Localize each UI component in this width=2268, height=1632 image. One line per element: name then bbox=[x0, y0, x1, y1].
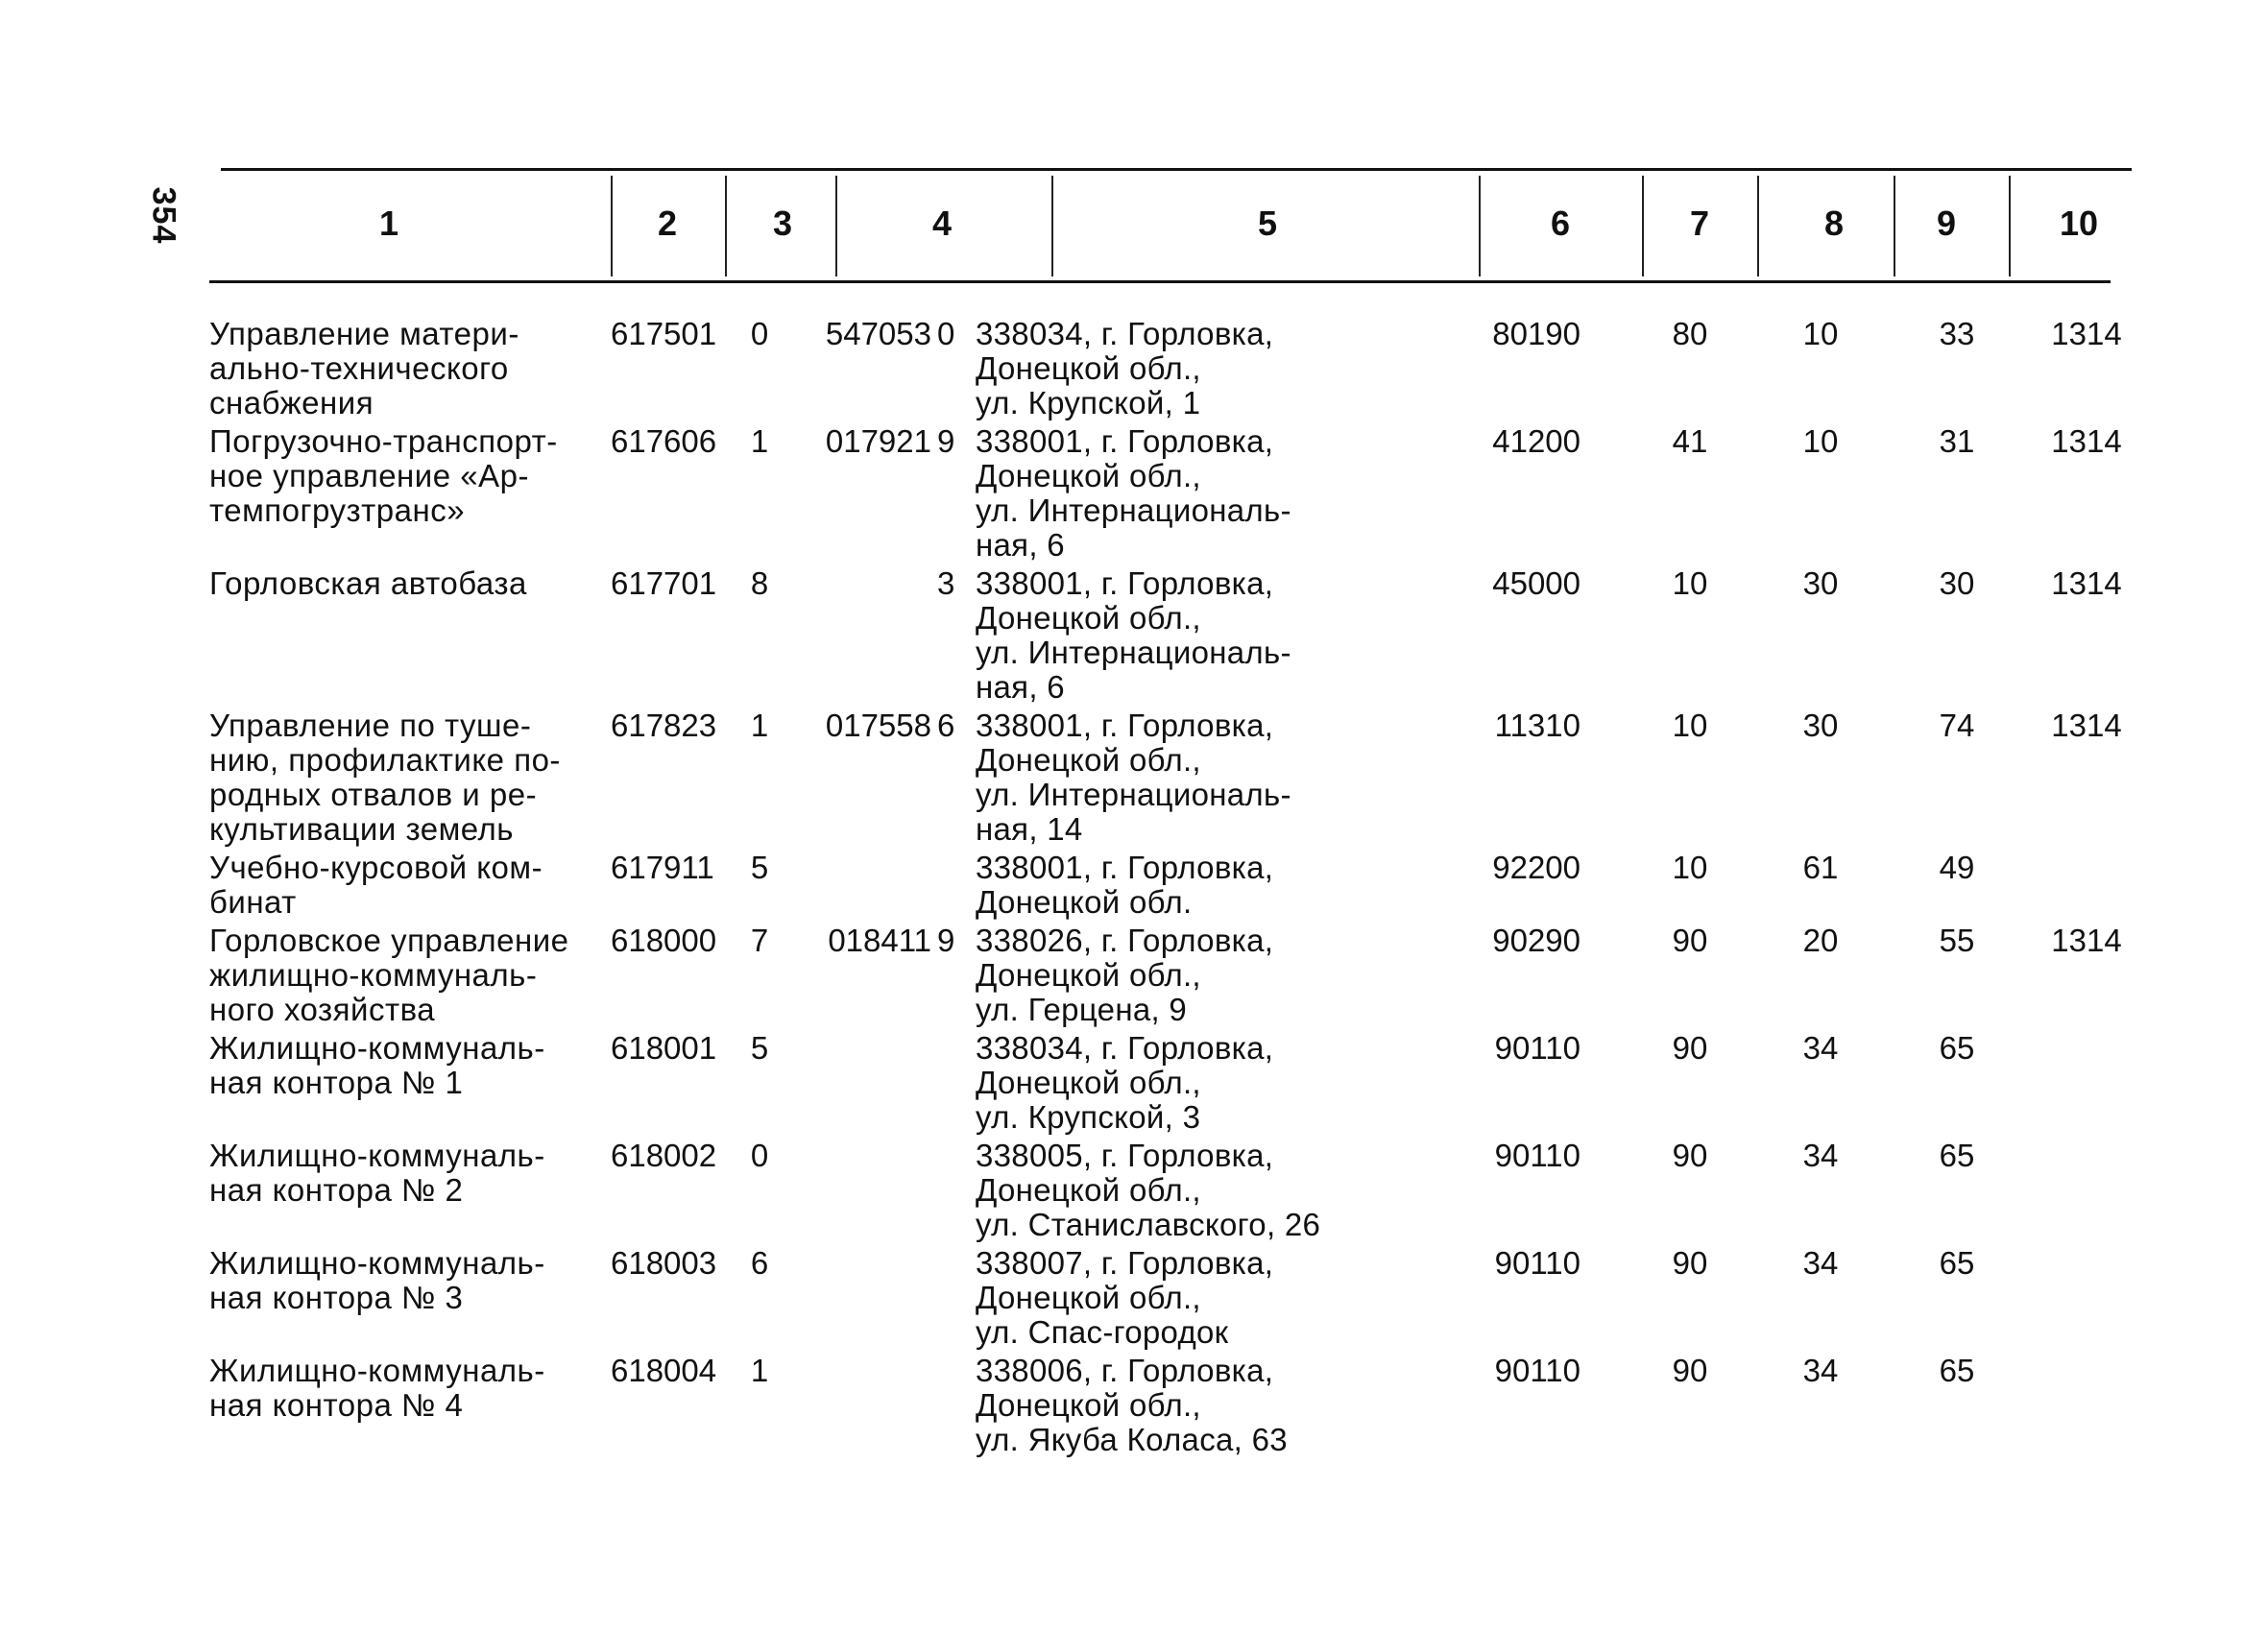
col-6-value: 90290 bbox=[1492, 923, 1580, 958]
col-8-value: 34 bbox=[1802, 1030, 1839, 1066]
okpo-control-digit bbox=[937, 1354, 976, 1461]
col-10-value: 1314 bbox=[2051, 423, 2122, 459]
header-col-1: 1 bbox=[378, 204, 399, 243]
okpo-code bbox=[787, 566, 937, 708]
table-row bbox=[209, 1139, 2139, 1246]
col-7-value: 80 bbox=[1672, 316, 1708, 351]
col-6-value: 90110 bbox=[1494, 1138, 1580, 1173]
col-6-value: 41200 bbox=[1492, 423, 1580, 459]
col-10-value bbox=[2034, 1246, 2139, 1354]
col-6-value: 80190 bbox=[1492, 316, 1580, 351]
header-divider bbox=[1051, 176, 1053, 276]
col-8-value: 34 bbox=[1802, 1138, 1839, 1173]
okpo-control-digit bbox=[937, 1246, 976, 1354]
org-code: 618003 bbox=[611, 1245, 717, 1281]
okpo-control-digit: 9 bbox=[937, 423, 955, 459]
org-name: Жилищно-коммуналь- ная контора № 4 bbox=[209, 1353, 545, 1423]
org-address: 338007, г. Горловка, Донецкой обл., ул. Спас-городок bbox=[976, 1245, 1274, 1350]
header-col-10: 10 bbox=[2059, 204, 2099, 243]
col-9-value: 49 bbox=[1939, 850, 1975, 885]
col-10-value: 1314 bbox=[2051, 923, 2122, 958]
organizations-table bbox=[209, 317, 2139, 1461]
col-7-value: 90 bbox=[1672, 923, 1708, 958]
okpo-control-digit bbox=[937, 1031, 976, 1139]
header-col-8: 8 bbox=[1823, 204, 1845, 243]
org-code: 617606 bbox=[611, 423, 717, 459]
org-name: Управление матери- ально-технического снабжения bbox=[209, 316, 519, 420]
col-10-value bbox=[2034, 1139, 2139, 1246]
okpo-code bbox=[787, 1139, 937, 1246]
org-name: Жилищно-коммуналь- ная контора № 2 bbox=[209, 1138, 545, 1208]
col-9-value: 65 bbox=[1939, 1030, 1975, 1066]
okpo-control-digit bbox=[937, 1139, 976, 1246]
okpo-control-digit: 3 bbox=[937, 565, 955, 601]
table-row bbox=[209, 924, 2139, 1031]
org-address: 338006, г. Горловка, Донецкой обл., ул. Якуба Коласа, 63 bbox=[976, 1353, 1288, 1457]
okpo-code bbox=[787, 851, 937, 924]
org-address: 338001, г. Горловка, Донецкой обл., ул. Интернациональ- ная, 6 bbox=[976, 423, 1291, 563]
col-8-value: 30 bbox=[1802, 708, 1839, 743]
col-9-value: 31 bbox=[1939, 423, 1975, 459]
table-row bbox=[209, 1354, 2139, 1461]
org-name: Учебно-курсовой ком- бинат bbox=[209, 850, 543, 920]
col-10-value: 1314 bbox=[2051, 708, 2122, 743]
org-address: 338026, г. Горловка, Донецкой обл., ул. Герцена, 9 bbox=[976, 923, 1274, 1027]
col-7-value: 10 bbox=[1672, 850, 1708, 885]
table-top-rule bbox=[221, 168, 2132, 171]
header-col-9: 9 bbox=[1936, 204, 1957, 243]
col-9-value: 74 bbox=[1939, 708, 1975, 743]
col-7-value: 90 bbox=[1672, 1353, 1708, 1388]
org-name: Управление по туше- нию, профилактике по- родных отвалов и ре- культивации земель bbox=[209, 708, 561, 847]
control-digit: 0 bbox=[750, 1138, 769, 1173]
table-row bbox=[209, 851, 2139, 924]
org-code: 618000 bbox=[611, 923, 717, 958]
col-7-value: 90 bbox=[1672, 1030, 1708, 1066]
org-address: 338034, г. Горловка, Донецкой обл., ул. Крупской, 3 bbox=[976, 1030, 1274, 1135]
table-row bbox=[209, 708, 2139, 851]
control-digit: 5 bbox=[750, 850, 769, 885]
table-row bbox=[209, 1246, 2139, 1354]
col-10-value bbox=[2034, 1354, 2139, 1461]
col-9-value: 65 bbox=[1939, 1138, 1975, 1173]
okpo-code: 018411 bbox=[828, 923, 931, 958]
table-row bbox=[209, 1031, 2139, 1139]
okpo-control-digit bbox=[937, 851, 976, 924]
control-digit: 6 bbox=[750, 1245, 769, 1281]
control-digit: 8 bbox=[750, 565, 769, 601]
org-address: 338001, г. Горловка, Донецкой обл., ул. Интернациональ- ная, 6 bbox=[976, 565, 1291, 705]
control-digit: 1 bbox=[750, 1353, 769, 1388]
control-digit: 7 bbox=[750, 923, 769, 958]
control-digit: 1 bbox=[750, 423, 769, 459]
control-digit: 0 bbox=[750, 316, 769, 351]
col-8-value: 34 bbox=[1802, 1353, 1839, 1388]
header-divider bbox=[1894, 176, 1895, 276]
okpo-code: 017558 bbox=[825, 708, 931, 743]
col-10-value bbox=[2034, 851, 2139, 924]
col-9-value: 30 bbox=[1939, 565, 1975, 601]
org-address: 338005, г. Горловка, Донецкой обл., ул. Станиславского, 26 bbox=[976, 1138, 1321, 1242]
header-bottom-rule bbox=[209, 280, 2111, 283]
col-9-value: 33 bbox=[1939, 316, 1975, 351]
org-code: 618004 bbox=[611, 1353, 717, 1388]
col-7-value: 10 bbox=[1672, 565, 1708, 601]
okpo-code bbox=[787, 1246, 937, 1354]
page-number: 354 bbox=[145, 186, 182, 245]
okpo-code bbox=[787, 1354, 937, 1461]
org-name: Погрузочно-транспорт- ное управление «Ар- темпогрузтранс» bbox=[209, 423, 558, 528]
org-address: 338001, г. Горловка, Донецкой обл. bbox=[976, 850, 1274, 920]
col-8-value: 20 bbox=[1802, 923, 1839, 958]
control-digit: 1 bbox=[750, 708, 769, 743]
org-code: 617701 bbox=[611, 565, 717, 601]
col-7-value: 41 bbox=[1672, 423, 1708, 459]
col-10-value: 1314 bbox=[2051, 565, 2122, 601]
org-code: 618002 bbox=[611, 1138, 717, 1173]
okpo-control-digit: 0 bbox=[937, 316, 955, 351]
header-divider bbox=[1757, 176, 1759, 276]
col-6-value: 45000 bbox=[1492, 565, 1580, 601]
org-address: 338034, г. Горловка, Донецкой обл., ул. Крупской, 1 bbox=[976, 316, 1274, 420]
okpo-code: 017921 bbox=[825, 423, 931, 459]
header-col-7: 7 bbox=[1689, 204, 1710, 243]
col-6-value: 90110 bbox=[1494, 1353, 1580, 1388]
header-col-3: 3 bbox=[772, 204, 793, 243]
header-col-2: 2 bbox=[657, 204, 678, 243]
col-10-value bbox=[2034, 1031, 2139, 1139]
table-row bbox=[209, 317, 2139, 424]
org-name: Горловская автобаза bbox=[209, 565, 527, 601]
header-divider bbox=[1479, 176, 1481, 276]
org-code: 617823 bbox=[611, 708, 717, 743]
header-divider bbox=[725, 176, 727, 276]
okpo-code: 547053 bbox=[825, 316, 931, 351]
col-6-value: 11310 bbox=[1494, 708, 1580, 743]
okpo-control-digit: 9 bbox=[937, 923, 955, 958]
header-divider bbox=[611, 176, 613, 276]
table-row bbox=[209, 566, 2139, 708]
org-name: Жилищно-коммуналь- ная контора № 1 bbox=[209, 1030, 545, 1100]
org-name: Горловское управление жилищно-коммуналь- ного хозяйства bbox=[209, 923, 569, 1027]
org-code: 617501 bbox=[611, 316, 717, 351]
header-col-5: 5 bbox=[1257, 204, 1278, 243]
col-7-value: 10 bbox=[1672, 708, 1708, 743]
col-9-value: 55 bbox=[1939, 923, 1975, 958]
col-10-value: 1314 bbox=[2051, 316, 2122, 351]
okpo-control-digit: 6 bbox=[937, 708, 955, 743]
header-divider bbox=[1642, 176, 1644, 276]
org-address: 338001, г. Горловка, Донецкой обл., ул. Интернациональ- ная, 14 bbox=[976, 708, 1291, 847]
col-9-value: 65 bbox=[1939, 1353, 1975, 1388]
header-divider bbox=[2009, 176, 2011, 276]
table-row bbox=[209, 424, 2139, 566]
col-8-value: 10 bbox=[1802, 316, 1839, 351]
header-col-6: 6 bbox=[1550, 204, 1571, 243]
control-digit: 5 bbox=[750, 1030, 769, 1066]
col-9-value: 65 bbox=[1939, 1245, 1975, 1281]
org-name: Жилищно-коммуналь- ная контора № 3 bbox=[209, 1245, 545, 1315]
org-code: 618001 bbox=[611, 1030, 717, 1066]
col-8-value: 30 bbox=[1802, 565, 1839, 601]
col-7-value: 90 bbox=[1672, 1138, 1708, 1173]
col-8-value: 10 bbox=[1802, 423, 1839, 459]
okpo-code bbox=[787, 1031, 937, 1139]
header-col-4: 4 bbox=[931, 204, 953, 243]
col-7-value: 90 bbox=[1672, 1245, 1708, 1281]
org-code: 617911 bbox=[611, 850, 714, 885]
col-8-value: 34 bbox=[1802, 1245, 1839, 1281]
header-divider bbox=[835, 176, 837, 276]
col-6-value: 90110 bbox=[1494, 1245, 1580, 1281]
col-6-value: 92200 bbox=[1492, 850, 1580, 885]
col-8-value: 61 bbox=[1802, 850, 1839, 885]
col-6-value: 90110 bbox=[1494, 1030, 1580, 1066]
